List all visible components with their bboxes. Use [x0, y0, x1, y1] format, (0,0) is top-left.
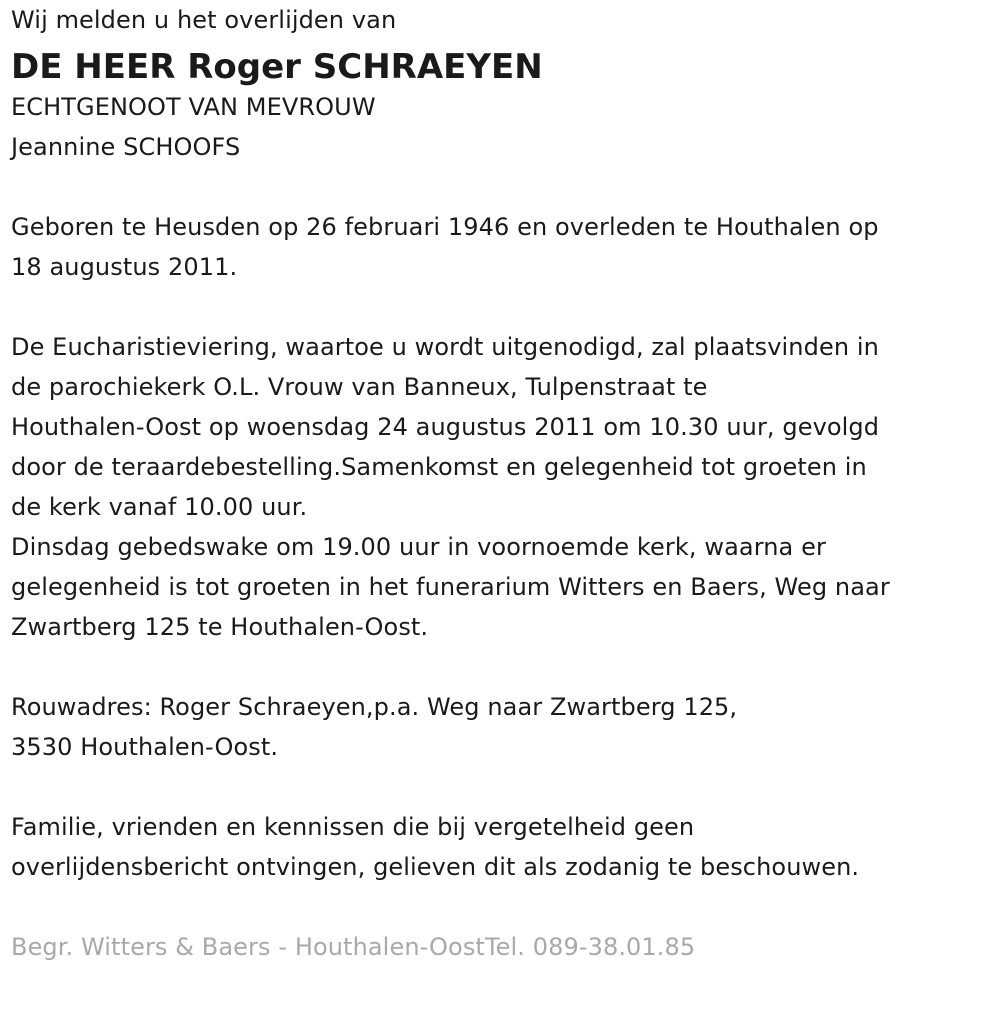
ceremony-paragraph — [11, 327, 993, 647]
deceased-name: DE HEER Roger SCHRAEYEN — [11, 47, 543, 87]
birth-death-paragraph — [11, 207, 993, 287]
paragraph-line: de parochiekerk O.L. Vrouw van Banneux, Tulpenstraat te — [11, 373, 708, 401]
paragraph-line: Dinsdag gebedswake om 19.00 uur in voornoemde kerk, waarna er — [11, 533, 826, 561]
paragraph-line: Geboren te Heusden op 26 februari 1946 en overleden te Houthalen op — [11, 213, 879, 241]
address-paragraph — [11, 687, 993, 767]
paragraph-line: overlijdensbericht ontvingen, gelieven dit als zodanig te beschouwen. — [11, 853, 860, 881]
paragraph-line: 3530 Houthalen-Oost. — [11, 733, 279, 761]
paragraph-line: de kerk vanaf 10.00 uur. — [11, 493, 308, 521]
death-notice — [11, 0, 993, 967]
paragraph-line: door de teraardebestelling.Samenkomst en gelegenheid tot groeten in — [11, 453, 867, 481]
paragraph-line: Familie, vrienden en kennissen die bij vergetelheid geen — [11, 813, 695, 841]
spouse-name: Jeannine SCHOOFS — [11, 133, 241, 161]
paragraph-line: gelegenheid is tot groeten in het funerarium Witters en Baers, Weg naar — [11, 573, 890, 601]
funeral-home-footer: Begr. Witters & Baers - Houthalen-OostTel. 089-38.01.85 — [11, 933, 696, 961]
paragraph-line: Houthalen-Oost op woensdag 24 augustus 2011 om 10.30 uur, gevolgd — [11, 413, 880, 441]
closing-paragraph — [11, 807, 993, 887]
paragraph-line: Zwartberg 125 te Houthalen-Oost. — [11, 613, 429, 641]
paragraph-line: Rouwadres: Roger Schraeyen,p.a. Weg naar Zwartberg 125, — [11, 693, 738, 721]
intro-text: Wij melden u het overlijden van — [11, 6, 397, 34]
relation-text: ECHTGENOOT VAN MEVROUW — [11, 93, 376, 121]
paragraph-line: De Eucharistieviering, waartoe u wordt uitgenodigd, zal plaatsvinden in — [11, 333, 879, 361]
paragraph-line: 18 augustus 2011. — [11, 253, 238, 281]
